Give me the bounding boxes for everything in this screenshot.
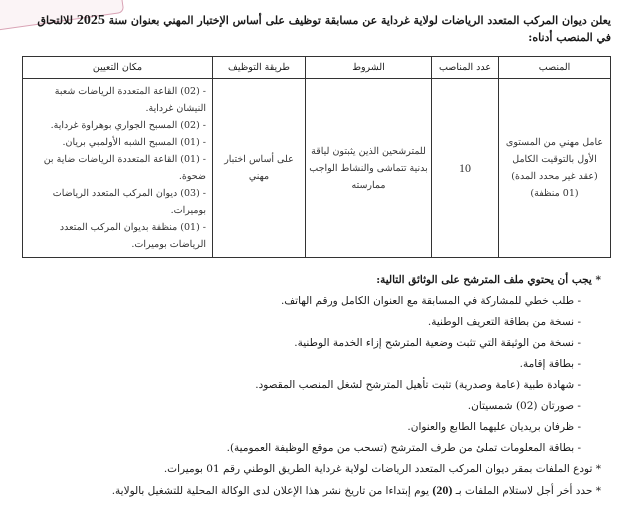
header-count: عدد المناصب	[432, 57, 499, 79]
deadline-text-end: يوم إبتداءا من تاريخ نشر هذا الإعلان لدى الوكالة المحلية للتشغيل بالولاية.	[111, 485, 430, 497]
documents-heading: * يجب أن يحتوي ملف المترشح على الوثائق التالية:	[376, 274, 601, 286]
document-item: - صورتان (02) شمسيتان.	[467, 400, 581, 412]
document-item: - شهادة طبية (عامة وصدرية) تثبت تأهيل المترشح لشغل المنصب المقصود.	[255, 379, 581, 391]
positions-table	[22, 56, 611, 258]
intro-text: يعلن ديوان المركب المتعدد الرياضات لولاية غرداية عن مسابقة توظيف على أساس الإختبار المهني بعنوان سنة	[108, 14, 611, 27]
table-row	[23, 79, 611, 258]
position-line: (عقد غير محدد المدة)	[511, 171, 598, 182]
place-item: - (02) المسبح الجواري بوهراوة غرداية.	[50, 120, 206, 131]
position-line: الأول بالتوقيت الكامل	[512, 154, 597, 165]
place-item: - (02) القاعة المتعددة الرياضات شعبة النيشان غرداية.	[54, 86, 206, 114]
required-documents	[22, 272, 611, 499]
cell-places	[23, 79, 213, 258]
document-item: - بطاقة المعلومات تملئ من طرف المترشح (تسحب من موقع الوظيفة العمومية).	[226, 442, 581, 454]
intro-year: 2025	[76, 13, 105, 28]
condition-line: ممارسته	[351, 179, 386, 191]
position-line: (01 منظفة)	[530, 188, 579, 199]
header-position: المنصب	[499, 57, 611, 79]
cell-count: 10	[432, 79, 499, 258]
document-item: - نسخة من بطاقة التعريف الوطنية.	[427, 316, 581, 328]
cell-position	[499, 79, 611, 258]
document-item: - نسخة من الوثيقة التي تثبت وضعية المترشح إزاء الخدمة الوطنية.	[294, 337, 581, 349]
header-conditions: الشروط	[306, 57, 432, 79]
document-item: - طلب خطي للمشاركة في المسابقة مع العنوان الكامل ورقم الهاتف.	[280, 295, 581, 307]
table-header-row	[23, 57, 611, 79]
document-item: - بطاقة إقامة.	[519, 358, 581, 370]
place-item: - (01) المسبح الشبه الأولمبي بريان.	[62, 137, 206, 148]
condition-line: للمترشحين الذين يثبتون لياقة	[311, 145, 426, 157]
announcement-intro	[22, 12, 611, 46]
header-method: طريقة التوظيف	[213, 57, 306, 79]
intro-text-end: للالتحاق في المنصب أدناه:	[37, 14, 611, 44]
cell-conditions	[306, 79, 432, 258]
place-item: - (03) ديوان المركب المتعدد الرياضات بوميرات.	[52, 188, 206, 216]
cell-method: على أساس اختبار مهني	[213, 79, 306, 258]
condition-line: بدنية تتماشى والنشاط الواجب	[309, 162, 428, 174]
place-item: - (01) القاعة المتعددة الرياضات ضاية بن ضحوة.	[43, 154, 206, 182]
document-item: - ظرفان بريديان عليهما الطابع والعنوان.	[407, 421, 581, 433]
deadline-text: * حدد أخر أجل لاستلام الملفات بـ	[455, 485, 601, 497]
place-item: - (01) منظفة بديوان المركب المتعدد الرياضات بوميرات.	[59, 222, 206, 250]
header-place: مكان التعيين	[23, 57, 213, 79]
deposit-note: * تودع الملفات بمقر ديوان المركب المتعدد الرياضات لولاية غرداية الطريق الوطني رقم 01 بوميرات.	[163, 463, 601, 475]
deadline-note	[22, 482, 601, 499]
position-line: عامل مهني من المستوى	[505, 137, 604, 148]
deadline-days: (20)	[432, 483, 453, 497]
